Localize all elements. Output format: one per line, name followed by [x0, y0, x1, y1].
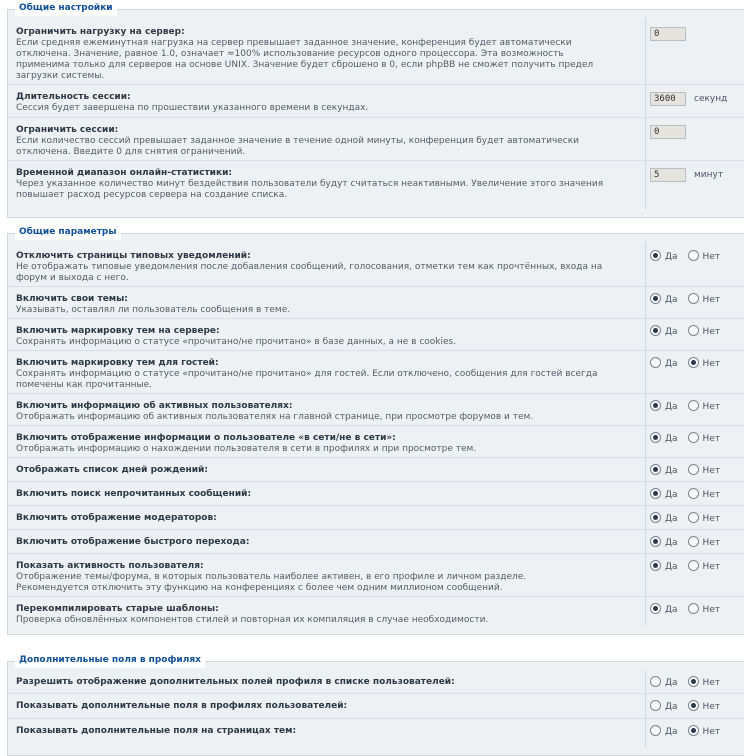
- unit-label: минут: [694, 170, 724, 180]
- setting-control: [650, 168, 723, 182]
- radio-no-label[interactable]: Нет: [702, 561, 721, 572]
- setting-label: [16, 433, 636, 455]
- setting-label: [16, 27, 636, 82]
- row-divider: [8, 286, 744, 287]
- radio-yes[interactable]: [650, 464, 661, 475]
- radio-yes[interactable]: [650, 325, 661, 336]
- setting-description: Рекомендуется отключить эту функцию на конференциях с более чем одним миллионом сообщений.: [16, 583, 503, 593]
- radio-yes-label[interactable]: Да: [665, 401, 678, 412]
- setting-title: Перекомпилировать старые шаблоны:: [16, 604, 219, 614]
- number-input[interactable]: 3600: [650, 92, 686, 106]
- radio-yes-label[interactable]: Да: [665, 251, 678, 262]
- setting-title: Отображать список дней рождений:: [16, 465, 208, 475]
- setting-title: Показывать дополнительные поля на страницах тем:: [16, 726, 297, 736]
- setting-description: отключена. Введите 0 для снятия ограничений.: [16, 147, 246, 157]
- setting-title: Включить свои темы:: [16, 294, 128, 304]
- radio-yes[interactable]: [650, 700, 661, 711]
- row-divider: [8, 553, 744, 554]
- setting-control: [650, 726, 730, 737]
- radio-no[interactable]: [688, 560, 699, 571]
- setting-title: Показывать дополнительные поля в профилях пользователей:: [16, 701, 348, 711]
- radio-no-label[interactable]: Нет: [702, 465, 721, 476]
- row-divider: [8, 693, 744, 694]
- radio-no[interactable]: [688, 432, 699, 443]
- setting-title: Разрешить отображение дополнительных полей профиля в списке пользователей:: [16, 677, 455, 687]
- setting-label: [16, 401, 636, 423]
- radio-no-label[interactable]: Нет: [702, 401, 721, 412]
- setting-label: [16, 251, 636, 284]
- radio-yes[interactable]: [650, 400, 661, 411]
- row-divider: [8, 481, 744, 482]
- setting-label: [16, 92, 636, 114]
- setting-description: Проверка обновлённых компонентов стилей и повторная их компиляция в случае необходимости.: [16, 615, 489, 625]
- row-divider: [8, 393, 744, 394]
- row-divider: [8, 160, 744, 161]
- column-divider: [645, 242, 646, 626]
- row-divider: [8, 84, 744, 85]
- radio-yes[interactable]: [650, 357, 661, 368]
- radio-yes[interactable]: [650, 603, 661, 614]
- setting-title: Включить маркировку тем для гостей:: [16, 358, 219, 368]
- row-divider: [8, 350, 744, 351]
- setting-label: [16, 294, 636, 316]
- settings-panel: [7, 655, 744, 756]
- radio-yes-label[interactable]: Да: [665, 726, 678, 737]
- radio-no-label[interactable]: Нет: [702, 513, 721, 524]
- radio-yes-label[interactable]: Да: [665, 326, 678, 337]
- settings-panel: [7, 227, 744, 635]
- setting-control: [650, 251, 730, 262]
- setting-description: Сессия будет завершена по прошествии указанного времени в секундах.: [16, 103, 369, 113]
- setting-control: [650, 326, 730, 337]
- setting-description: Сохранять информацию о статусе «прочитано/не прочитано» для гостей. Если отключено, сообщения для гостей всегда: [16, 369, 598, 379]
- setting-control: [650, 677, 730, 688]
- radio-no-label[interactable]: Нет: [702, 433, 721, 444]
- setting-description: Если количество сессий превышает заданное значение в течение одной минуты, конференция будет автоматически: [16, 136, 580, 146]
- radio-no[interactable]: [688, 293, 699, 304]
- radio-no[interactable]: [688, 676, 699, 687]
- radio-no[interactable]: [688, 464, 699, 475]
- setting-description: Через указанное количество минут бездействия пользователи будут считаться неактивными. Увеличение этого значения: [16, 179, 604, 189]
- radio-no-label[interactable]: Нет: [702, 604, 721, 615]
- radio-yes[interactable]: [650, 725, 661, 736]
- radio-no[interactable]: [688, 603, 699, 614]
- setting-label: [16, 701, 636, 712]
- setting-control: [650, 465, 730, 476]
- radio-yes[interactable]: [650, 432, 661, 443]
- setting-title: Ограничить нагрузку на сервер:: [16, 27, 185, 37]
- row-divider: [8, 718, 744, 719]
- setting-label: [16, 604, 636, 626]
- radio-no-label[interactable]: Нет: [702, 251, 721, 262]
- setting-description: Указывать, оставлял ли пользователь сообщения в теме.: [16, 305, 291, 315]
- setting-description: применима только для серверов на основе UNIX. Значение будет сброшено в 0, если phpBB не сможет получить предел: [16, 60, 594, 70]
- setting-description: Не отображать типовые уведомления после добавления сообщений, голосования, отметки тем как прочтённых, входа на: [16, 262, 603, 272]
- radio-yes-label[interactable]: Да: [665, 677, 678, 688]
- radio-yes-label[interactable]: Да: [665, 489, 678, 500]
- row-divider: [8, 596, 744, 597]
- radio-no-label[interactable]: Нет: [702, 537, 721, 548]
- radio-yes[interactable]: [650, 250, 661, 261]
- radio-no-label[interactable]: Нет: [702, 677, 721, 688]
- radio-yes-label[interactable]: Да: [665, 465, 678, 476]
- row-divider: [8, 457, 744, 458]
- unit-label: секунд: [694, 94, 728, 104]
- setting-label: [16, 326, 636, 348]
- setting-control: [650, 604, 730, 615]
- setting-title: Ограничить сессии:: [16, 125, 119, 135]
- settings-panel: [7, 3, 744, 218]
- setting-label: [16, 513, 636, 524]
- setting-label: [16, 489, 636, 500]
- setting-description: Отображать информацию о нахождении пользователя в сети в профилях и при просмотре тем.: [16, 444, 477, 454]
- setting-description: помечены как прочитанные.: [16, 380, 152, 390]
- setting-description: Отображать информацию об активных пользователях на главной странице, при просмотре форумов и тем.: [16, 412, 534, 422]
- row-divider: [8, 117, 744, 118]
- radio-no-label[interactable]: Нет: [702, 358, 721, 369]
- setting-title: Включить отображение модераторов:: [16, 513, 217, 523]
- setting-description: Если средняя ежеминутная нагрузка на сервер превышает заданное значение, конференция будет автоматически: [16, 38, 572, 48]
- column-divider: [645, 18, 646, 209]
- setting-description: повышает расход ресурсов сервера на создание списка.: [16, 190, 288, 200]
- setting-label: [16, 677, 636, 688]
- number-input[interactable]: 0: [650, 27, 686, 41]
- radio-no-label[interactable]: Нет: [702, 326, 721, 337]
- setting-title: Включить информацию об активных пользователях:: [16, 401, 293, 411]
- setting-control: [650, 489, 730, 500]
- radio-no[interactable]: [688, 700, 699, 711]
- setting-label: [16, 465, 636, 476]
- radio-no[interactable]: [688, 400, 699, 411]
- radio-no-label[interactable]: Нет: [702, 726, 721, 737]
- number-input[interactable]: 0: [650, 125, 686, 139]
- radio-yes-label[interactable]: Да: [665, 537, 678, 548]
- radio-no[interactable]: [688, 357, 699, 368]
- row-divider: [8, 425, 744, 426]
- column-divider: [645, 670, 646, 747]
- setting-description: отключена. Значение, равное 1.0, означает ≈100% использование ресурсов одного процессора. Эта возможность: [16, 49, 564, 59]
- setting-title: Временной диапазон онлайн-статистики:: [16, 168, 232, 178]
- setting-control: [650, 125, 686, 139]
- setting-control: [650, 561, 730, 572]
- setting-control: [650, 401, 730, 412]
- section-title: Общие параметры: [15, 224, 121, 240]
- radio-yes-label[interactable]: Да: [665, 561, 678, 572]
- setting-title: Включить маркировку тем на сервере:: [16, 326, 220, 336]
- setting-label: [16, 537, 636, 548]
- radio-no-label[interactable]: Нет: [702, 701, 721, 712]
- setting-description: форум и выхода с него.: [16, 273, 129, 283]
- section-title: Дополнительные поля в профилях: [15, 652, 205, 668]
- section-title: Общие настройки: [15, 0, 117, 16]
- setting-control: [650, 537, 730, 548]
- radio-yes[interactable]: [650, 676, 661, 687]
- radio-yes-label[interactable]: Да: [665, 294, 678, 305]
- setting-control: [650, 27, 686, 41]
- radio-no[interactable]: [688, 250, 699, 261]
- setting-title: Включить отображение быстрого перехода:: [16, 537, 250, 547]
- radio-no[interactable]: [688, 536, 699, 547]
- radio-no[interactable]: [688, 488, 699, 499]
- radio-no[interactable]: [688, 512, 699, 523]
- setting-label: [16, 561, 636, 594]
- setting-title: Показать активность пользователя:: [16, 561, 204, 571]
- setting-control: [650, 701, 730, 712]
- radio-yes[interactable]: [650, 488, 661, 499]
- radio-no-label[interactable]: Нет: [702, 294, 721, 305]
- radio-yes-label[interactable]: Да: [665, 513, 678, 524]
- setting-control: [650, 92, 727, 106]
- setting-control: [650, 294, 730, 305]
- row-divider: [8, 505, 744, 506]
- setting-label: [16, 358, 636, 391]
- setting-description: загрузки системы.: [16, 71, 105, 81]
- radio-yes-label[interactable]: Да: [665, 701, 678, 712]
- setting-description: Сохранять информацию о статусе «прочитано/не прочитано» в базе данных, а не в cookies.: [16, 337, 457, 347]
- setting-label: [16, 726, 636, 737]
- radio-yes-label[interactable]: Да: [665, 604, 678, 615]
- setting-description: Отображение темы/форума, в которых пользователь наиболее активен, в его профиле и личном разделе.: [16, 572, 527, 582]
- radio-yes[interactable]: [650, 512, 661, 523]
- setting-label: [16, 125, 636, 158]
- radio-yes-label[interactable]: Да: [665, 433, 678, 444]
- radio-no-label[interactable]: Нет: [702, 489, 721, 500]
- row-divider: [8, 318, 744, 319]
- radio-yes[interactable]: [650, 536, 661, 547]
- setting-control: [650, 358, 730, 369]
- setting-label: [16, 168, 636, 201]
- setting-control: [650, 433, 730, 444]
- setting-control: [650, 513, 730, 524]
- number-input[interactable]: 5: [650, 168, 686, 182]
- radio-no[interactable]: [688, 325, 699, 336]
- radio-yes-label[interactable]: Да: [665, 358, 678, 369]
- radio-yes[interactable]: [650, 293, 661, 304]
- setting-title: Включить поиск непрочитанных сообщений:: [16, 489, 252, 499]
- setting-title: Отключить страницы типовых уведомлений:: [16, 251, 251, 261]
- setting-title: Длительность сессии:: [16, 92, 131, 102]
- row-divider: [8, 529, 744, 530]
- radio-no[interactable]: [688, 725, 699, 736]
- setting-title: Включить отображение информации о пользователе «в сети/не в сети»:: [16, 433, 396, 443]
- radio-yes[interactable]: [650, 560, 661, 571]
